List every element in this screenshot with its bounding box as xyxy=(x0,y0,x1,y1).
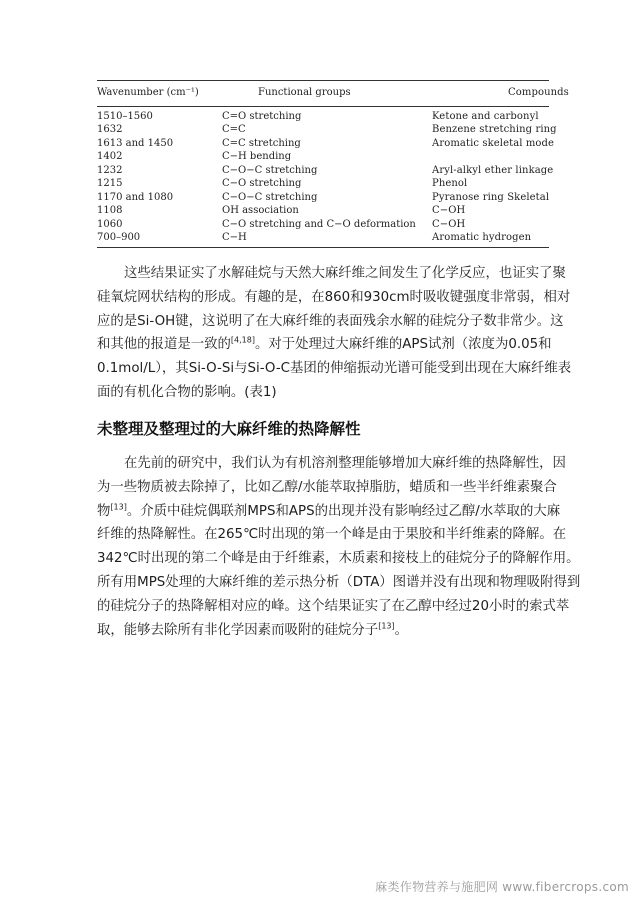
cell-compound: C−OH xyxy=(432,205,466,216)
cell-functional-group: C−O stretching xyxy=(222,178,302,189)
cell-wavenumber: 1108 xyxy=(97,205,123,216)
cell-functional-group: C−O−C stretching xyxy=(222,191,318,203)
text-segment: 取，能够去除所有非化学因素而吸附的硅烷分子 xyxy=(97,622,379,638)
cell-compound: Benzene stretching ring xyxy=(432,124,557,135)
header-wavenumber: Wavenumber (cm⁻¹) xyxy=(97,87,199,98)
table-row xyxy=(97,218,549,232)
cell-compound: C−OH xyxy=(432,218,466,230)
text-segment: 和其他的报道是一致的 xyxy=(97,337,231,353)
paragraph-thermal-degradation xyxy=(97,452,581,642)
header-functional-groups: Functional groups xyxy=(258,87,351,98)
cell-wavenumber: 1632 xyxy=(97,124,123,135)
text-line: 所有用MPS处理的大麻纤维的差示热分析（DTA）图谱并没有出现和物理吸附得到 xyxy=(97,574,581,590)
text-line: 硅氧烷网状结构的形成。有趣的是，在860和930cm时吸收键强度非常弱，相对 xyxy=(97,289,571,305)
cell-wavenumber: 1510–1560 xyxy=(97,110,153,122)
text-line: 的硅烷分子的热降解相对应的峰。这个结果证实了在乙醇中经过20小时的索式萃 xyxy=(97,598,570,614)
text-line: 面的有机化合物的影响。(表1) xyxy=(97,384,277,400)
cell-functional-group: C−O−C stretching xyxy=(222,164,318,176)
text-line: 0.1mol/L），其Si-O-Si与Si-O-C基团的伸缩振动光谱可能受到出现在大麻纤维表 xyxy=(97,361,572,377)
cell-wavenumber: 1170 and 1080 xyxy=(97,191,174,203)
citation-ref: [4,18] xyxy=(230,335,255,345)
cell-functional-group: C=C stretching xyxy=(222,137,301,149)
cell-wavenumber: 700–900 xyxy=(97,232,141,243)
cell-wavenumber: 1613 and 1450 xyxy=(97,137,174,149)
table-header-row xyxy=(97,81,569,106)
cell-compound: Ketone and carbonyl xyxy=(432,110,539,122)
table-row xyxy=(97,123,557,137)
cell-functional-group: C=O stretching xyxy=(222,110,302,122)
text-segment: 。 xyxy=(394,622,409,638)
text-segment: 。介质中硅烷偶联剂MPS和APS的出现并没有影响经过乙醇/水萃取的大麻 xyxy=(126,503,561,519)
cell-functional-group: C−O stretching and C−O deformation xyxy=(222,218,416,230)
cell-wavenumber: 1060 xyxy=(97,218,123,230)
site-watermark: 麻类作物营养与施肥网 www.fibercrops.com xyxy=(375,880,629,894)
cell-functional-group: OH association xyxy=(222,205,299,216)
text-line: 为一些物质被去除掉了，比如乙醇/水能萃取掉脂肪，蜡质和一些半纤维素聚合 xyxy=(97,479,557,495)
cell-wavenumber: 1402 xyxy=(97,151,123,162)
table-row xyxy=(97,110,549,124)
text-line xyxy=(97,500,561,524)
text-line: 这些结果证实了水解硅烷与天然大麻纤维之间发生了化学反应，也证实了聚 xyxy=(124,266,566,281)
table-bottom-rule xyxy=(97,247,549,248)
table-row xyxy=(97,231,549,245)
cell-functional-group: C=C xyxy=(222,124,246,135)
cell-functional-group: C−H xyxy=(222,232,247,243)
cell-compound: Pyranose ring Skeletal xyxy=(432,191,550,203)
cell-wavenumber: 1215 xyxy=(97,178,123,189)
table-row xyxy=(97,191,549,205)
text-line: 342℃时出现的第二个峰是由于纤维素，木质素和接枝上的硅烷分子的降解作用。 xyxy=(97,551,580,567)
paragraph-ftir-discussion xyxy=(97,262,572,405)
section-heading: 未整理及整理过的大麻纤维的热降解性 xyxy=(97,420,361,438)
ftir-table xyxy=(97,80,569,248)
table-row xyxy=(97,164,554,178)
text-segment: 。对于处理过大麻纤维的APS试剂（浓度为0.05和 xyxy=(254,337,552,353)
text-segment: 物 xyxy=(97,503,111,519)
text-line xyxy=(97,333,552,357)
cell-compound: Aromatic hydrogen xyxy=(432,232,532,243)
cell-compound: Aromatic skeletal mode xyxy=(432,137,555,149)
table-body xyxy=(97,107,557,247)
citation-ref: [13] xyxy=(110,502,127,512)
cell-compound: Phenol xyxy=(432,178,468,189)
table-row xyxy=(97,204,549,218)
cell-compound: Aryl-alkyl ether linkage xyxy=(432,164,554,176)
cell-wavenumber: 1232 xyxy=(97,164,123,176)
table-row xyxy=(97,177,549,191)
citation-ref: [13] xyxy=(378,621,395,631)
table-row xyxy=(97,150,549,164)
table-row xyxy=(97,137,555,151)
text-line: 纤维的热降解性。在265℃时出现的第一个峰是由于果胶和半纤维素的降解。在 xyxy=(97,527,567,543)
text-line xyxy=(97,619,549,643)
text-line: 在先前的研究中，我们认为有机溶剂整理能够增加大麻纤维的热降解性，因 xyxy=(124,456,566,471)
cell-functional-group: C−H bending xyxy=(222,151,292,162)
text-line: 应的是Si-OH键，这说明了在大麻纤维的表面残余水解的硅烷分子数非常少。这 xyxy=(97,313,564,329)
header-compounds: Compounds xyxy=(508,87,569,98)
